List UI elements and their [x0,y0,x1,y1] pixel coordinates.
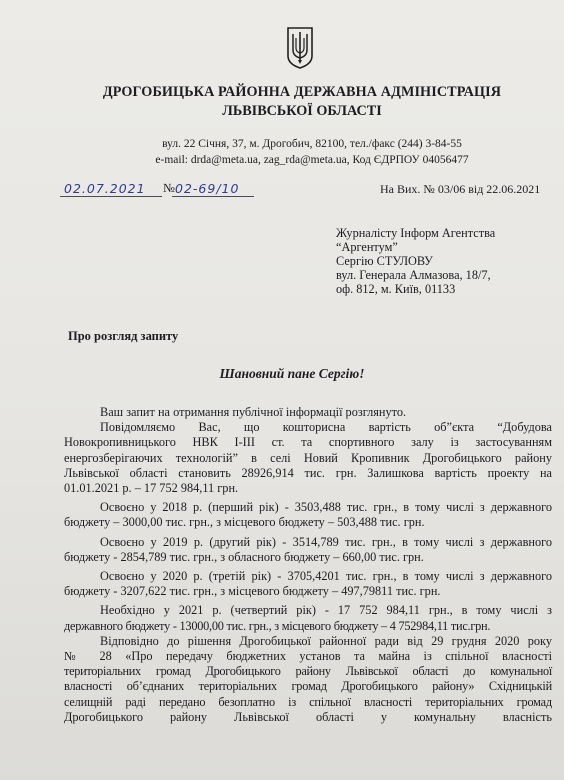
body-line: Освоєно у 2019 р. (другий рік) - 3514,789 тис. грн., в тому числі з державного [100,534,552,549]
body-line: Ваш запит на отримання публічної інформації розглянуто. [100,405,407,419]
body-line: бюджету - 2854,789 тис. грн., з обласного бюджету – 660,00 тис. грн. [64,549,424,564]
body-line: Новокропивницького НВК І-ІІІ ст. та спортивного залу із застосуванням [64,435,552,450]
recipient-line: Журналісту Інформ Агентства [336,226,496,240]
body-line: бюджету - 3207,622 тис. грн., з місцевого бюджету – 497,79811 тис. грн. [64,584,441,599]
body-line: Освоєно у 2020 р. (третій рік) - 3705,4201 тис. грн., в тому числі з державного [100,569,552,584]
recipient-line: оф. 812, м. Київ, 01133 [336,282,456,296]
organization-contacts: e-mail: drda@meta.ua, zag_rda@meta.ua, Код ЄДРПОУ 04056477 [155,154,469,166]
letter-greeting: Шановний пане Сергію! [219,366,365,381]
recipient-line: вул. Генерала Алмазова, 18/7, [336,268,491,282]
body-line: енергозберігаючих технологій” в селі Новий Кропивник Дрогобицького району [64,450,552,465]
coat-of-arms-trident-icon [286,26,314,70]
letter-subject: Про розгляд запиту [68,329,179,343]
body-line: 01.01.2021 р. – 17 752 984,11 грн. [64,481,239,496]
organization-address: вул. 22 Січня, 37, м. Дрогобич, 82100, тел./факс (244) 3-84-55 [162,138,462,150]
outgoing-number: 02-69/10 [175,181,240,196]
body-line: Необхідно у 2021 р. (четвертий рік) - 17 752 984,11 грн., в тому числі з [100,603,552,618]
organization-region: ЛЬВІВСЬКОЇ ОБЛАСТІ [222,103,382,119]
body-line: Повідомляємо Вас, що кошторисна вартість об”єкта “Добудова [100,420,552,435]
date-underline [60,196,162,197]
letter-body [64,405,552,725]
body-line: селищній раді передано безоплатно із спільної власності територіальних громад [64,694,552,709]
recipient-line: “Аргентум” [336,240,398,254]
incoming-reference: На Вих. № 03/06 від 22.06.2021 [380,182,541,196]
body-line: № 28 «Про передачу бюджетних установ та майна із спільної власності [64,649,552,664]
outgoing-date: 02.07.2021 [64,181,146,196]
organization-name: ДРОГОБИЦЬКА РАЙОННА ДЕРЖАВНА АДМІНІСТРАЦІЯ [102,84,502,100]
recipient-line: Сергію СТУЛОВУ [336,254,433,268]
body-line: територіальних громад Дрогобицького району Львівської області до комунальної [64,664,552,679]
body-line: власності об’єднаних територіальних громад Дрогобицького району» Східницькій [64,679,552,694]
body-line: Освоєно у 2018 р. (перший рік) - 3503,488 тис. грн., в тому числі з державного [100,500,552,515]
body-line: Дрогобицького району Львівської області у комунальну власність [64,709,552,724]
body-line: державного бюджету - 13000,00 тис. грн., з місцевого бюджету – 4 752984,11 тис.грн. [64,618,491,633]
number-sign: № [163,181,175,195]
number-underline [172,196,254,197]
body-line: бюджету – 3000,00 тис. грн., з місцевого бюджету – 503,488 тис. грн. [64,515,425,530]
body-line: Львівської області становить 28926,914 тис. грн. Залишкова вартість проекту на [64,465,552,480]
body-line: Відповідно до рішення Дрогобицької районної ради від 29 грудня 2020 року [100,633,552,648]
